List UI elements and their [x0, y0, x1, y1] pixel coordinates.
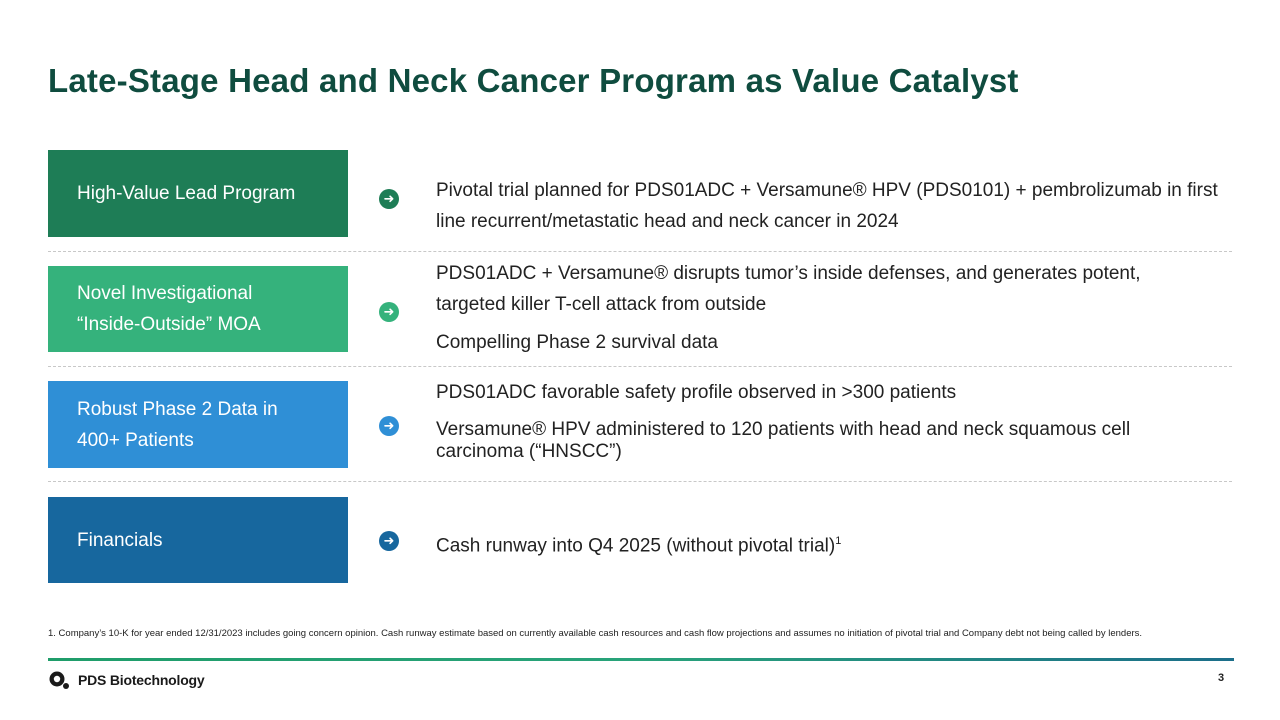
page-number: 3	[1218, 672, 1225, 684]
divider	[48, 366, 1232, 367]
row-moa	[48, 263, 1232, 353]
label-line: Financials	[77, 529, 163, 551]
divider	[48, 251, 1232, 252]
bullet-text: Pivotal trial planned for PDS01ADC + Versamune® HPV (PDS0101) + pembrolizumab in first line recurrent/metastatic head and neck cancer in 2024	[436, 180, 1218, 232]
bullet-text: PDS01ADC favorable safety profile observed in >300 patients	[436, 382, 957, 403]
label-line: Robust Phase 2 Data in	[77, 398, 278, 420]
label-box-financials	[48, 497, 348, 583]
bullet-text: Cash runway into Q4 2025 (without pivotal trial)	[436, 535, 836, 557]
footnote: 1. Company’s 10-K for year ended 12/31/2023 includes going concern opinion. Cash runway estimate based on currently available cash resources and cash flow projections and assumes no initiation of pivotal trial and Company debt not being called by lenders.	[48, 628, 1143, 639]
pds-logo-icon	[48, 670, 70, 690]
label-line: “Inside-Outside” MOA	[77, 314, 261, 335]
page-title: Late-Stage Head and Neck Cancer Program as Value Catalyst	[48, 62, 1019, 99]
footer-bar	[48, 658, 1234, 661]
row-lead-program	[48, 150, 1232, 237]
bullet-text: PDS01ADC + Versamune® disrupts tumor’s inside defenses, and generates potent, targeted killer T-cell attack from outside	[436, 263, 1141, 315]
divider	[48, 481, 1232, 482]
arrow-right-circle-icon: ➜	[379, 302, 399, 322]
label-box-moa	[48, 266, 348, 352]
row-description	[436, 175, 1226, 237]
label-box-phase2-data	[48, 381, 348, 468]
arrow-right-circle-icon: ➜	[379, 531, 399, 551]
company-logo	[48, 670, 205, 690]
bullet-text: Versamune® HPV administered to 120 patients with head and neck squamous cell carcinoma (“HNSCC”)	[436, 419, 1131, 462]
row-description	[436, 258, 1206, 358]
label-line: 400+ Patients	[77, 429, 194, 451]
bullet-text: Compelling Phase 2 survival data	[436, 332, 718, 353]
row-description	[436, 527, 1206, 560]
label-line: High-Value Lead Program	[77, 183, 296, 204]
label-line: Novel Investigational	[77, 283, 253, 304]
footnote-ref: 1	[835, 535, 842, 547]
row-description	[436, 380, 1206, 463]
arrow-right-circle-icon: ➜	[379, 189, 399, 209]
row-financials	[48, 497, 1232, 583]
arrow-right-circle-icon: ➜	[379, 416, 399, 436]
label-box-lead-program	[48, 150, 348, 237]
logo-text: PDS Biotechnology	[78, 672, 205, 688]
row-phase2-data	[48, 381, 1232, 468]
